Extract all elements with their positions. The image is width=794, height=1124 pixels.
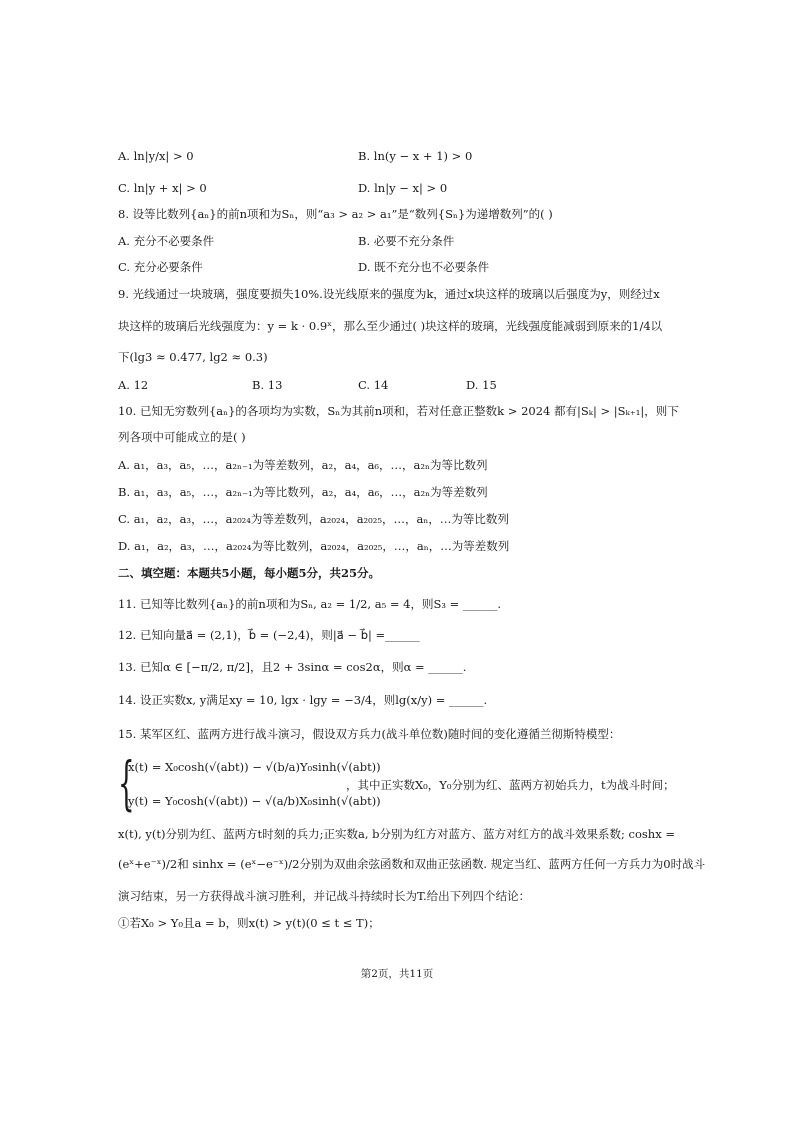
q15-after-system: ，其中正实数X₀，Y₀分别为红、蓝两方初始兵力，t为战斗时间；	[346, 778, 675, 792]
q8-option-b: B. 必要不充分条件	[358, 234, 455, 248]
q9-line-3: 下(lg3 ≈ 0.477, lg2 ≈ 0.3)	[118, 350, 268, 364]
q7-option-c: C. ln|y + x| > 0	[118, 181, 207, 195]
q10-option-d: D. a₁，a₂，a₃，…，a₂₀₂₄为等比数列，a₂₀₂₄，a₂₀₂₅，…，aₙ，…为等差数列	[118, 539, 510, 553]
q15-line-4: (eˣ+e⁻ˣ)/2和 sinhx = (eˣ−e⁻ˣ)/2分别为双曲余弦函数和双曲正弦函数. 规定当红、蓝两方任何一方兵力为0时战斗	[118, 857, 706, 871]
q8-option-a: A. 充分不必要条件	[118, 234, 215, 248]
q14: 14. 设正实数x, y满足xy = 10, lgx · lgy = −3/4，则lg(x/y) = ______.	[118, 693, 488, 707]
q10-option-c: C. a₁，a₂，a₃，…，a₂₀₂₄为等差数列，a₂₀₂₄，a₂₀₂₅，…，aₙ，…为等比数列	[118, 512, 509, 526]
q8-option-c: C. 充分必要条件	[118, 260, 203, 274]
q10-line-2: 列各项中可能成立的是( )	[118, 430, 246, 444]
q9-line-1: 9. 光线通过一块玻璃，强度要损失10%.设光线原来的强度为k，通过x块这样的玻璃以后强度为y，则经过x	[118, 287, 660, 301]
q9-line-2: 块这样的玻璃后光线强度为：y = k · 0.9ˣ，那么至少通过( )块这样的玻璃，光线强度能减弱到原来的1/4以	[118, 319, 663, 333]
q13: 13. 已知α ∈ [−π/2, π/2]，且2 + 3sinα = cos2α，则α = ______.	[118, 660, 467, 674]
q9-option-d: D. 15	[466, 378, 497, 392]
q10-line-1: 10. 已知无穷数列{aₙ}的各项均为实数，Sₙ为其前n项和，若对任意正整数k > 2024 都有|Sₖ| > |Sₖ₊₁|，则下	[118, 404, 679, 418]
q15-equation-system	[118, 749, 381, 818]
q15-item-1: ①若X₀ > Y₀且a = b，则x(t) > y(t)(0 ≤ t ≤ T)；	[118, 916, 380, 930]
q10-option-b: B. a₁，a₃，a₅，…，a₂ₙ₋₁为等比数列，a₂，a₄，a₆，…，a₂ₙ为等差数列	[118, 485, 488, 499]
q8-stem: 8. 设等比数列{aₙ}的前n项和为Sₙ，则“a₃ > a₂ > a₁”是“数列{Sₙ}为递增数列”的( )	[118, 207, 553, 221]
q9-option-b: B. 13	[252, 378, 283, 392]
q7-option-d: D. ln|y − x| > 0	[358, 181, 448, 195]
section-2-header: 二、填空题：本题共5小题，每小题5分，共25分。	[118, 566, 381, 580]
q15-brace: {	[118, 749, 135, 817]
q12: 12. 已知向量a⃗ = (2,1)，b⃗ = (−2,4)，则|a⃗ − b⃗| =______	[118, 628, 420, 642]
q15-equation-x: x(t) = X₀cosh(√(abt)) − √(b/a)Y₀sinh(√(abt))	[128, 760, 381, 774]
q15-line-5: 演习结束，另一方获得战斗演习胜利，并记战斗持续时长为T.给出下列四个结论：	[118, 889, 531, 903]
q7-option-a: A. ln|y/x| > 0	[118, 149, 194, 163]
q15-intro: 15. 某军区红、蓝两方进行战斗演习，假设双方兵力(战斗单位数)随时间的变化遵循兰彻斯特模型：	[118, 727, 621, 741]
q8-option-d: D. 既不充分也不必要条件	[358, 260, 490, 274]
q15-line-3: x(t), y(t)分别为红、蓝两方t时刻的兵力;正实数a, b分别为红方对蓝方、蓝方对红方的战斗效果系数; coshx =	[118, 827, 675, 841]
q7-option-b: B. ln(y − x + 1) > 0	[358, 149, 473, 163]
q10-option-a: A. a₁，a₃，a₅，…，a₂ₙ₋₁为等差数列，a₂，a₄，a₆，…，a₂ₙ为等比数列	[118, 458, 488, 472]
q11: 11. 已知等比数列{aₙ}的前n项和为Sₙ, a₂ = 1/2, a₅ = 4，则S₃ = ______.	[118, 597, 502, 611]
q9-option-a: A. 12	[118, 378, 149, 392]
q15-equation-y: y(t) = Y₀cosh(√(abt)) − √(a/b)X₀sinh(√(abt))	[128, 794, 381, 808]
page-footer: 第2页，共11页	[360, 968, 434, 980]
q9-option-c: C. 14	[358, 378, 389, 392]
